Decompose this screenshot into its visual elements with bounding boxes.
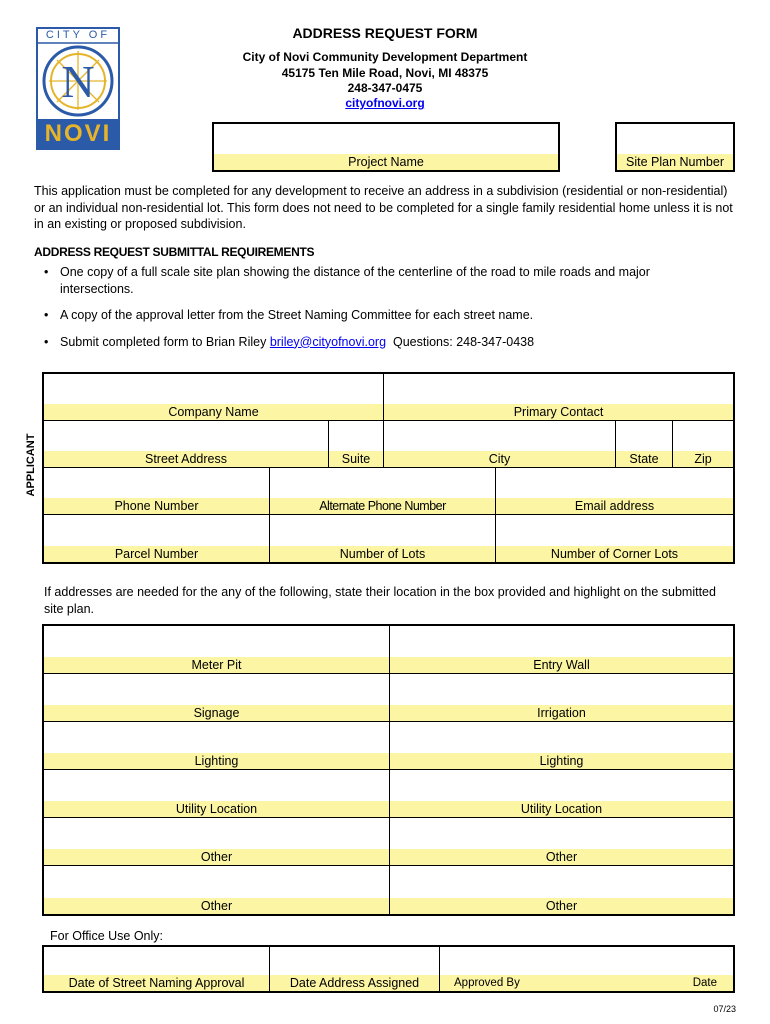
requirement-item: • One copy of a full scale site plan showing the distance of the centerline of the road to mile roads and major intersections. [34, 264, 724, 297]
applicant-table [42, 372, 735, 564]
date-address-assigned-field[interactable] [270, 947, 440, 991]
irrigation-label: Irrigation [390, 705, 733, 721]
state-label: State [616, 451, 672, 467]
entry-wall-label: Entry Wall [390, 657, 733, 673]
company-name-label: Company Name [44, 404, 383, 420]
meter-pit-field[interactable] [44, 626, 390, 673]
parcel-number-label: Parcel Number [44, 546, 269, 562]
lighting-label-left: Lighting [44, 753, 389, 769]
locations-row [44, 722, 733, 770]
number-of-lots-field[interactable] [270, 515, 496, 562]
approved-by-field[interactable] [440, 947, 733, 991]
email-link[interactable]: briley@cityofnovi.org [269, 334, 387, 349]
form-title: ADDRESS REQUEST FORM [292, 25, 478, 41]
website-link[interactable]: cityofnovi.org [345, 96, 425, 110]
number-of-lots-label: Number of Lots [270, 546, 495, 562]
project-name-label: Project Name [214, 154, 558, 170]
locations-row [44, 626, 733, 674]
revision-date: 07/23 [713, 1004, 736, 1014]
department-address: 45175 Ten Mile Road, Novi, MI 48375 [281, 66, 489, 80]
street-naming-approval-label: Date of Street Naming Approval [44, 975, 269, 991]
state-field[interactable] [616, 421, 673, 467]
zip-label: Zip [673, 451, 733, 467]
city-logo [36, 27, 120, 150]
approved-by-label: Approved By [454, 977, 520, 989]
primary-contact-label: Primary Contact [384, 404, 733, 420]
site-plan-number-label: Site Plan Number [617, 154, 733, 170]
other-field-left-1[interactable] [44, 818, 390, 865]
utility-location-label-left: Utility Location [44, 801, 389, 817]
street-address-field[interactable] [44, 421, 329, 467]
utility-location-field-right[interactable] [390, 770, 733, 817]
lighting-label-right: Lighting [390, 753, 733, 769]
date-address-assigned-label: Date Address Assigned [270, 975, 439, 991]
signage-label: Signage [44, 705, 389, 721]
logo-bottom-text: NOVI [44, 120, 112, 147]
submit-text: Submit completed form to Brian Riley [60, 334, 270, 349]
irrigation-field[interactable] [390, 674, 733, 721]
department-phone: 248-347-0475 [347, 81, 423, 95]
street-naming-approval-field[interactable] [44, 947, 270, 991]
locations-row [44, 674, 733, 722]
other-label-right-1: Other [390, 849, 733, 865]
lighting-field-left[interactable] [44, 722, 390, 769]
locations-intro: If addresses are needed for the any of the following, state their location in the box provided and highlight on the submitted site plan. [44, 585, 716, 616]
other-label-left-1: Other [44, 849, 389, 865]
lighting-field-right[interactable] [390, 722, 733, 769]
logo-letter: N [61, 56, 95, 107]
locations-table [42, 624, 735, 916]
utility-location-field-left[interactable] [44, 770, 390, 817]
applicant-side-label: APPLICANT [25, 433, 37, 497]
primary-contact-field[interactable] [384, 374, 733, 420]
project-name-box[interactable] [212, 122, 560, 172]
approved-by-strip [440, 975, 733, 991]
requirements-list [34, 264, 724, 360]
entry-wall-field[interactable] [390, 626, 733, 673]
number-of-corner-lots-field[interactable] [496, 515, 733, 562]
requirement-item [34, 334, 724, 351]
requirement-item: • A copy of the approval letter from the Street Naming Committee for each street name. [34, 307, 724, 324]
website-wrap [135, 96, 635, 110]
suite-label: Suite [329, 451, 383, 467]
meter-pit-label: Meter Pit [44, 657, 389, 673]
email-address-label: Email address [496, 498, 733, 514]
other-label-left-2: Other [44, 898, 389, 914]
parcel-number-field[interactable] [44, 515, 270, 562]
locations-row [44, 818, 733, 866]
other-label-right-2: Other [390, 898, 733, 914]
questions-text: Questions: 248-347-0438 [386, 334, 535, 349]
other-field-right-2[interactable] [390, 866, 733, 914]
street-address-label: Street Address [44, 451, 328, 467]
zip-field[interactable] [673, 421, 733, 467]
suite-field[interactable] [329, 421, 384, 467]
department-name: City of Novi Community Development Department [242, 50, 528, 64]
date-label: Date [692, 977, 717, 989]
requirements-heading: ADDRESS REQUEST SUBMITTAL REQUIREMENTS [34, 245, 315, 259]
intro-paragraph: This application must be completed for any development to receive an address in a subdivision (residential or non-residential) or an individual non-residential lot. This form does not need to be completed for a single family residential home unless it is not in an existing or proposed subdivision. [34, 184, 733, 231]
applicant-row-2 [44, 421, 733, 468]
email-address-field[interactable] [496, 468, 733, 514]
other-field-left-2[interactable] [44, 866, 390, 914]
utility-location-label-right: Utility Location [390, 801, 733, 817]
city-label: City [384, 451, 615, 467]
alternate-phone-label: Alternate Phone Number [270, 498, 495, 514]
signage-field[interactable] [44, 674, 390, 721]
number-of-corner-lots-label: Number of Corner Lots [496, 546, 733, 562]
office-use-heading: For Office Use Only: [50, 929, 163, 943]
locations-row [44, 866, 733, 914]
alternate-phone-field[interactable] [270, 468, 496, 514]
phone-number-field[interactable] [44, 468, 270, 514]
logo-top-text: CITY OF [45, 29, 111, 41]
applicant-row-4 [44, 515, 733, 562]
site-plan-number-box[interactable] [615, 122, 735, 172]
applicant-row-3 [44, 468, 733, 515]
applicant-row-1 [44, 374, 733, 421]
locations-row [44, 770, 733, 818]
company-name-field[interactable] [44, 374, 384, 420]
other-field-right-1[interactable] [390, 818, 733, 865]
office-use-table [42, 945, 735, 993]
phone-number-label: Phone Number [44, 498, 269, 514]
city-field[interactable] [384, 421, 616, 467]
